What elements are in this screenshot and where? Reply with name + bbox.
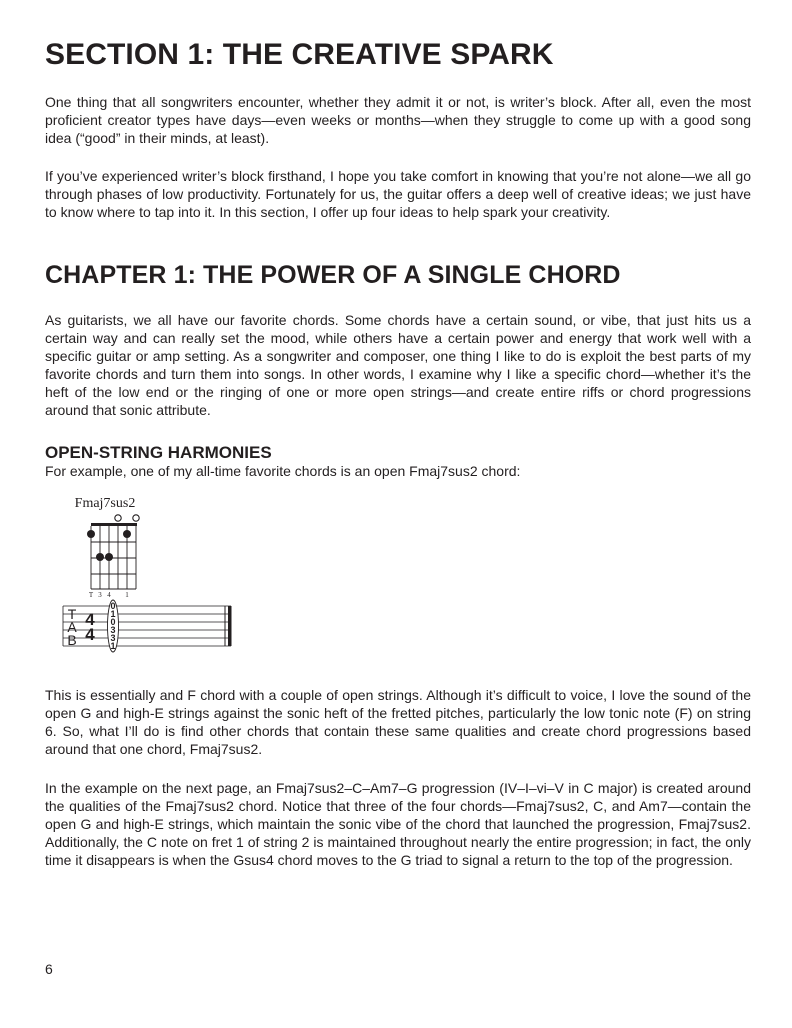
open-string-marker [115, 515, 121, 521]
fingering-labels [89, 591, 129, 599]
page-number: 6 [45, 961, 53, 977]
finger-dot [123, 530, 131, 538]
section-title: SECTION 1: THE CREATIVE SPARK [45, 38, 554, 71]
time-signature-bottom: 4 [85, 625, 95, 644]
chapter-title: CHAPTER 1: THE POWER OF A SINGLE CHORD [45, 261, 621, 289]
tab-clef-letter: A [67, 619, 77, 635]
finger-dot [105, 553, 113, 561]
time-signature [85, 610, 95, 644]
end-barline [225, 606, 232, 646]
section-paragraph-2: If you’ve experienced writer’s block firsthand, I hope you take comfort in knowing that you’re not alone—we all go through phases of low productivity. Fortunately for us, the guitar offers a deep well of creative ideas; we just have to know where to tap into it. In this section, I offer up four ideas to help spark your creativity. [45, 168, 751, 220]
tab-note: 1 [110, 609, 116, 619]
chord-nut [91, 523, 137, 526]
subsection-intro: For example, one of my all-time favorite chords is an open Fmaj7sus2 chord: [45, 463, 521, 479]
open-string-marker [133, 515, 139, 521]
tab-clef-letter: T [67, 606, 77, 622]
tab-note: 3 [110, 625, 116, 635]
tab-note: 0 [110, 617, 116, 627]
chord-figure [45, 488, 345, 668]
tab-note: 0 [110, 601, 116, 611]
fingering-label: T [88, 591, 94, 599]
subsection-title: OPEN-STRING HARMONIES [45, 443, 272, 462]
body-paragraph-2: In the example on the next page, an Fmaj7sus2–C–Am7–G progression (IV–I–vi–V in C major) is created around the qualities of the Fmaj7sus2 chord. Notice that three of the four chords—Fmaj7sus2, C, and Am7—contain the open G and high-E strings, which maintain the sonic vibe of the chord that launched the progression, Fmaj7sus2. Additionally, the C note on fret 1 of string 2 is maintained throughout nearly the entire progression; in fact, the only time it disappears is when the Gsus4 chord moves to the G triad to signal a return to the top of the progression. [45, 780, 751, 868]
body-paragraph-1: This is essentially and F chord with a couple of open strings. Although it’s difficult to voice, I love the sound of the open G and high-E strings against the sonic heft of the fretted pitches, particularly the low tonic note (F) on string 6. So, what I’ll do is find other chords that contain these same qualities and create chord progressions based around that one chord, Fmaj7sus2. [45, 687, 751, 757]
time-signature-top: 4 [85, 610, 95, 629]
finger-dot [87, 530, 95, 538]
tab-note: 3 [110, 633, 116, 643]
tab-chord-notes [110, 601, 115, 651]
chapter-paragraph: As guitarists, we all have our favorite chords. Some chords have a certain sound, or vibe, that just hits us a certain way and can really set the mood, while others have a certain power and energy that work well with a specific guitar or amp setting. As a songwriter and composer, one thing I like to do is exploit the best parts of my favorite chords and turn them into songs. In other words, I examine why I like a specific chord—whether it’s the heft of the low end or the ringing of one or more open strings—and create entire riffs or chord progressions around that sonic attribute. [45, 312, 751, 418]
chord-name: Fmaj7sus2 [74, 496, 136, 511]
fingering-label: 1 [125, 591, 129, 599]
tab-clef [67, 606, 77, 648]
fingering-label: 3 [98, 591, 102, 599]
open-string-markers [115, 515, 139, 521]
section-paragraph-1: One thing that all songwriters encounter, whether they admit it or not, is writer’s block. After all, even the most proficient creator types have days—even weeks or months—when they struggle to come up with a good song idea (“good” in their minds, at least). [45, 94, 751, 146]
tab-clef-letter: B [67, 632, 77, 648]
finger-dot [96, 553, 104, 561]
fingering-label: 4 [107, 591, 111, 599]
tab-note: 1 [110, 641, 116, 651]
